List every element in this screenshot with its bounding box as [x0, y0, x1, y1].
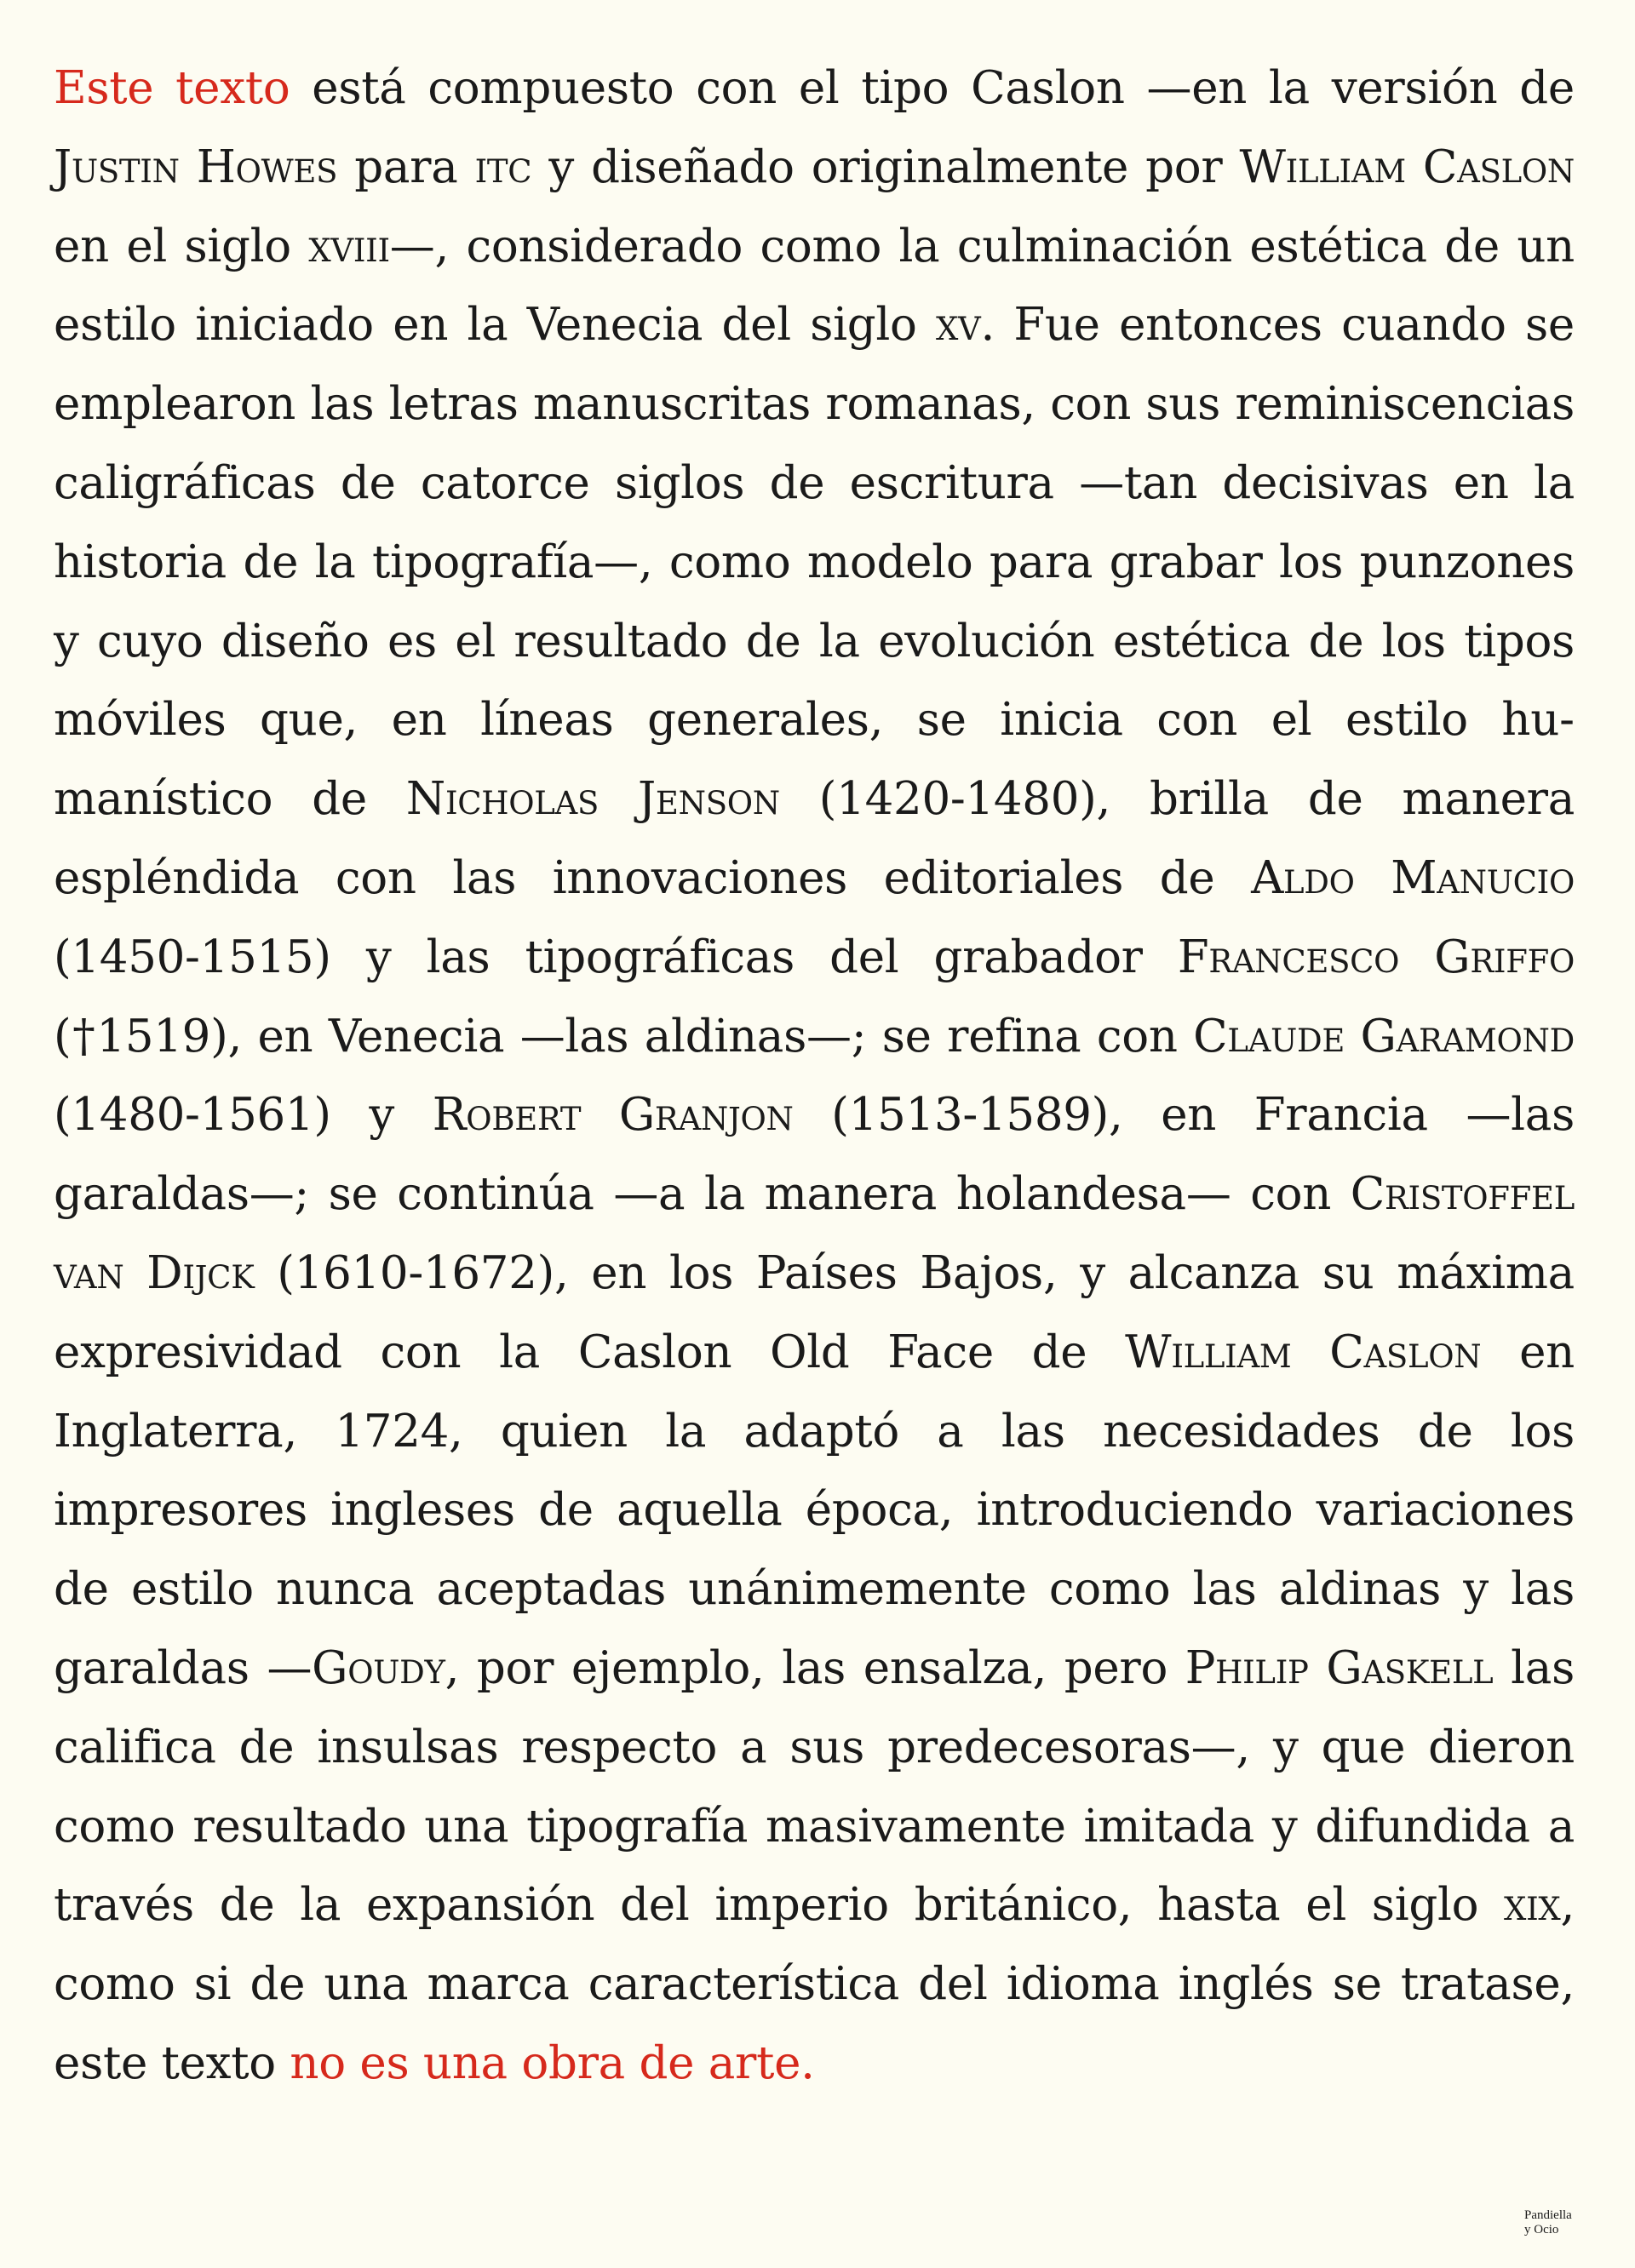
publisher-credit — [1524, 2208, 1579, 2237]
text-run: (1450-1515) y las tipográficas del grabador — [54, 931, 1178, 983]
text-run: . Fue entonces cuando se emplearon las letras manuscritas romanas, con sus reminiscencias caligráficas de catorce siglos de escritura —tan decisivas en la historia de la tipografía—, como modelo para grabar los punzones y cuyo diseño es el resultado de la evolución estética de los tipos móviles que, en líneas generales, se inicia con el estilo humanístico de — [54, 299, 1575, 826]
acronym-itc: itc — [474, 140, 532, 193]
name-francesco-griffo: Francesco Griffo — [1177, 931, 1575, 983]
text-run: está compuesto con el tipo Caslon —en la versión de — [290, 62, 1575, 114]
name-robert-granjon: Robert Granjon — [432, 1089, 794, 1142]
text-run: en el siglo — [54, 220, 309, 272]
closing-phrase: no es una obra de arte. — [290, 2036, 815, 2089]
lead-phrase: Este texto — [54, 62, 290, 114]
text-run: (1610-1672), en los Países Bajos, y alcanza su máxima expresividad con la Caslon Old Face de — [54, 1246, 1575, 1378]
credit-line-2: y Ocio — [1524, 2223, 1559, 2236]
century-xviii: xviii — [308, 220, 390, 272]
text-run: , por ejemplo, las ensalza, pero — [445, 1641, 1185, 1694]
name-cristoffel-van-dijck: Cristoffel van Dijck — [54, 1168, 1575, 1299]
name-justin-howes: Justin Howes — [54, 140, 338, 193]
text-run: en Inglaterra, 1724, quien la adaptó a las necesidades de los impresores ingleses de aquella época, introduciendo variaciones de estilo nunca aceptadas unánimemente como las aldinas y las garaldas — — [54, 1326, 1575, 1694]
name-claude-garamond: Claude Garamond — [1193, 1010, 1575, 1062]
century-xix: xix — [1504, 1879, 1561, 1932]
text-run: (1513-1589), en Francia —las garaldas—; se continúa —a la manera holandesa— con — [54, 1089, 1575, 1221]
body-paragraph — [54, 49, 1575, 2104]
text-run: para — [337, 140, 475, 193]
text-run: y diseñado originalmente por — [531, 140, 1240, 193]
text-run: (†1519), en Venecia —las aldinas—; se refina con — [54, 1010, 1194, 1062]
text-run: las califica de insulsas respecto a sus predecesoras—, y que dieron como resultado una tipografía masivamente imitada y difundida a través de la expansión del imperio británico, hasta el siglo — [54, 1641, 1575, 1932]
text-run: (1480-1561) y — [54, 1089, 433, 1142]
credit-line-1: Pandiella — [1524, 2208, 1572, 2222]
name-william-caslon-2: William Caslon — [1125, 1326, 1482, 1378]
name-william-caslon: William Caslon — [1239, 140, 1575, 193]
name-goudy: Goudy — [312, 1641, 445, 1694]
name-aldo-manucio: Aldo Manucio — [1251, 851, 1575, 904]
name-philip-gaskell: Philip Gaskell — [1185, 1641, 1494, 1694]
text-run: —, considerado como la culminación estética de un estilo iniciado en la Venecia del siglo — [54, 220, 1575, 352]
text-run: , como si de una marca característica del idioma inglés se tratase, este texto — [54, 1879, 1575, 2089]
century-xv: xv — [936, 299, 981, 352]
text-run: (1420-1480), brilla de manera espléndida con las innovaciones editoriales de — [54, 773, 1575, 904]
name-nicholas-jenson: Nicholas Jenson — [405, 773, 780, 826]
